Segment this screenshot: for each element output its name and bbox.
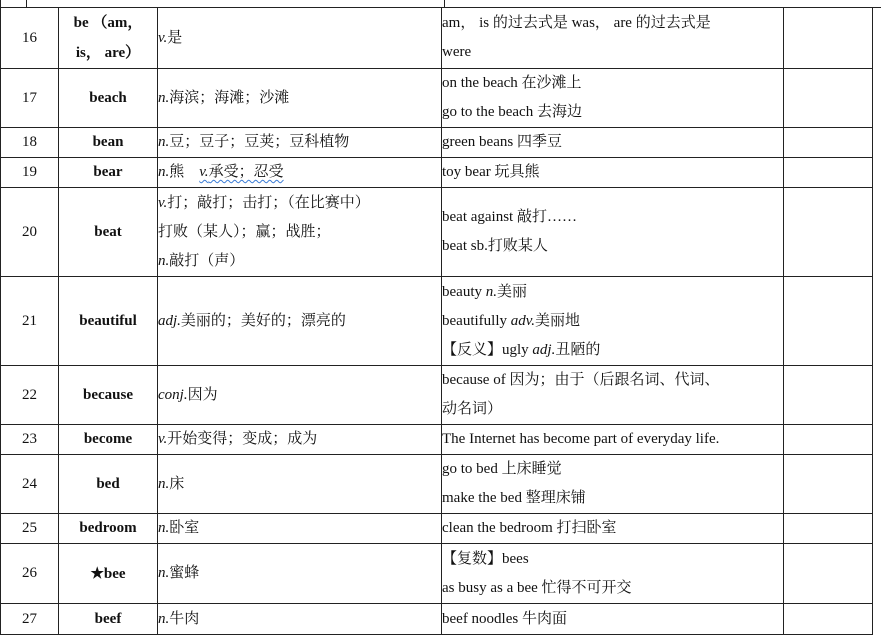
headword: bear — [59, 158, 158, 188]
headword: beat — [59, 188, 158, 277]
row-number: 17 — [1, 69, 59, 128]
meaning-cell-line — [158, 158, 441, 187]
notes-cell — [784, 277, 873, 366]
part-of-speech: n. — [158, 164, 170, 180]
table-row — [1, 128, 873, 158]
example-cell-line — [442, 574, 783, 603]
notes-cell — [784, 604, 873, 635]
text-segment: 承受；忍受 — [208, 164, 284, 180]
meaning-cell — [158, 366, 442, 425]
example-cell-line — [442, 158, 783, 187]
example-cell-line — [442, 128, 783, 157]
text-segment: beautifully — [442, 312, 511, 329]
example-cell — [442, 158, 784, 188]
meaning-cell — [158, 514, 442, 544]
headword-line: be （am， — [73, 15, 143, 31]
notes-cell — [784, 69, 873, 128]
text-segment: 牛肉 — [169, 610, 200, 627]
top-rule-tick — [444, 0, 445, 7]
meaning-cell-line — [158, 605, 441, 634]
text-segment: beef noodles 牛肉面 — [442, 610, 567, 627]
text-segment: on the beach 在沙滩上 — [442, 75, 582, 91]
example-cell — [442, 514, 784, 544]
meaning-cell-line — [158, 84, 441, 113]
part-of-speech: n. — [485, 283, 497, 300]
text-segment: 卧室 — [169, 520, 200, 536]
meaning-cell — [158, 158, 442, 188]
headword: bedroom — [59, 514, 158, 544]
table-row — [1, 188, 873, 277]
part-of-speech: adv. — [510, 312, 536, 329]
text-segment: The Internet has become part of everyday life. — [442, 431, 720, 447]
meaning-cell-line — [158, 559, 441, 588]
text-segment: green beans 四季豆 — [442, 134, 562, 150]
text-segment: toy bear 玩具熊 — [442, 164, 540, 180]
part-of-speech: n. — [158, 89, 170, 106]
headword: become — [59, 425, 158, 455]
notes-cell — [784, 544, 873, 604]
text-segment: 打败（某人）；赢；战胜； — [158, 223, 331, 240]
text-segment: make the bed 整理床铺 — [442, 490, 586, 506]
table-row — [1, 69, 873, 128]
example-cell — [442, 8, 784, 69]
top-rule-tick — [26, 0, 27, 7]
row-number: 24 — [1, 455, 59, 514]
text-segment: 【复数】bees — [442, 550, 529, 567]
table-row — [1, 158, 873, 188]
text-segment: 动名词） — [442, 401, 503, 417]
text-segment: 海滨；海滩；沙滩 — [169, 89, 290, 106]
text-segment: 是 — [167, 29, 183, 46]
meaning-cell — [158, 8, 442, 69]
row-number: 26 — [1, 544, 59, 604]
example-cell-line — [442, 425, 783, 454]
row-number: 23 — [1, 425, 59, 455]
example-cell-line — [442, 232, 783, 261]
part-of-speech: adj. — [158, 312, 181, 329]
part-of-speech: n. — [158, 475, 170, 492]
example-cell — [442, 425, 784, 455]
meaning-cell — [158, 455, 442, 514]
example-cell — [442, 366, 784, 425]
notes-cell — [784, 455, 873, 514]
text-segment: 因为 — [187, 386, 218, 403]
meaning-cell-line — [158, 189, 441, 218]
meaning-cell — [158, 69, 442, 128]
text-segment: 床 — [169, 475, 185, 492]
meaning-cell-line — [158, 514, 441, 543]
text-segment: beauty — [442, 283, 486, 300]
text-segment: go to the beach 去海边 — [442, 104, 582, 120]
part-of-speech: conj. — [158, 386, 188, 403]
meaning-cell-line — [158, 128, 441, 157]
text-segment: 美丽 — [496, 283, 527, 300]
headword: beach — [59, 69, 158, 128]
part-of-speech: n. — [158, 252, 170, 269]
vocabulary-table-body — [1, 8, 873, 635]
example-cell-line — [442, 395, 783, 424]
row-number: 22 — [1, 366, 59, 425]
headword: bean — [59, 128, 158, 158]
example-cell-line — [442, 203, 783, 232]
text-segment: as busy as a bee 忙得不可开交 — [442, 579, 632, 596]
row-number: 19 — [1, 158, 59, 188]
example-cell-line — [442, 455, 783, 484]
text-segment: beat sb.打败某人 — [442, 238, 548, 254]
example-cell-line — [442, 307, 783, 336]
part-of-speech: v. — [158, 194, 168, 211]
part-of-speech: v. — [199, 164, 209, 180]
example-cell — [442, 128, 784, 158]
row-number: 25 — [1, 514, 59, 544]
notes-cell — [784, 158, 873, 188]
example-cell — [442, 188, 784, 277]
example-cell — [442, 455, 784, 514]
meaning-cell — [158, 128, 442, 158]
example-cell — [442, 69, 784, 128]
headword-line: is， are） — [75, 45, 141, 61]
meaning-cell-line — [158, 307, 441, 336]
row-number: 20 — [1, 188, 59, 277]
part-of-speech: n. — [158, 520, 170, 536]
example-cell — [442, 604, 784, 635]
table-row — [1, 277, 873, 366]
headword: beef — [59, 604, 158, 635]
headword: because — [59, 366, 158, 425]
row-number: 16 — [1, 8, 59, 69]
table-row — [1, 455, 873, 514]
table-row — [1, 514, 873, 544]
text-segment: were — [442, 44, 472, 60]
example-cell — [442, 277, 784, 366]
text-segment: 打；敲打；击打；（在比赛中） — [167, 194, 370, 211]
text-segment: am， is 的过去式是 was， are 的过去式是 — [442, 15, 711, 31]
table-row — [1, 8, 873, 69]
headword — [59, 8, 158, 69]
meaning-cell-line — [158, 218, 441, 247]
table-row — [1, 544, 873, 604]
meaning-cell — [158, 425, 442, 455]
text-segment: 丑陋的 — [555, 341, 601, 358]
headword: ★bee — [59, 544, 158, 604]
meaning-cell-line — [158, 24, 441, 53]
part-of-speech: n. — [158, 565, 170, 581]
example-cell-line — [442, 336, 783, 365]
table-row — [1, 366, 873, 425]
notes-cell — [784, 188, 873, 277]
example-cell-line — [442, 605, 783, 634]
row-number: 18 — [1, 128, 59, 158]
text-segment: 美丽的；美好的；漂亮的 — [180, 312, 346, 329]
meaning-cell-line — [158, 247, 441, 276]
meaning-cell-line — [158, 381, 441, 410]
table-row — [1, 425, 873, 455]
part-of-speech: n. — [158, 610, 170, 627]
meaning-cell-line — [158, 425, 441, 454]
notes-cell — [784, 514, 873, 544]
part-of-speech: v. — [158, 431, 168, 447]
table-row — [1, 604, 873, 635]
text-segment: 开始变得；变成；成为 — [167, 431, 318, 447]
meaning-cell — [158, 604, 442, 635]
meaning-cell-line — [158, 470, 441, 499]
text-segment: beat against 敲打…… — [442, 209, 577, 225]
top-rule-tick — [0, 0, 1, 7]
example-cell — [442, 544, 784, 604]
example-cell-line — [442, 9, 783, 38]
text-segment: 熊 — [169, 164, 200, 180]
text-segment: go to bed 上床睡觉 — [442, 461, 562, 477]
text-segment: 蜜蜂 — [169, 565, 200, 581]
notes-cell — [784, 128, 873, 158]
part-of-speech: adj. — [532, 341, 556, 358]
example-cell-line — [442, 545, 783, 574]
notes-cell — [784, 366, 873, 425]
headword: beautiful — [59, 277, 158, 366]
meaning-cell — [158, 544, 442, 604]
notes-cell — [784, 425, 873, 455]
part-of-speech: v. — [158, 29, 168, 46]
part-of-speech: n. — [158, 134, 170, 150]
text-segment: 豆；豆子；豆荚；豆科植物 — [169, 134, 350, 150]
row-number: 21 — [1, 277, 59, 366]
meaning-cell — [158, 188, 442, 277]
text-segment: 美丽地 — [535, 312, 581, 329]
row-number: 27 — [1, 604, 59, 635]
example-cell-line — [442, 38, 783, 67]
example-cell-line — [442, 514, 783, 543]
headword: bed — [59, 455, 158, 514]
example-cell-line — [442, 366, 783, 395]
text-segment: because of 因为；由于（后跟名词、代词、 — [442, 372, 720, 388]
text-segment: 敲打（声） — [169, 252, 245, 269]
vocabulary-table — [0, 7, 873, 635]
example-cell-line — [442, 484, 783, 513]
text-segment: 【反义】ugly — [442, 341, 533, 358]
example-cell-line — [442, 69, 783, 98]
notes-cell — [784, 8, 873, 69]
example-cell-line — [442, 98, 783, 127]
text-segment: clean the bedroom 打扫卧室 — [442, 520, 617, 536]
meaning-cell — [158, 277, 442, 366]
example-cell-line — [442, 278, 783, 307]
